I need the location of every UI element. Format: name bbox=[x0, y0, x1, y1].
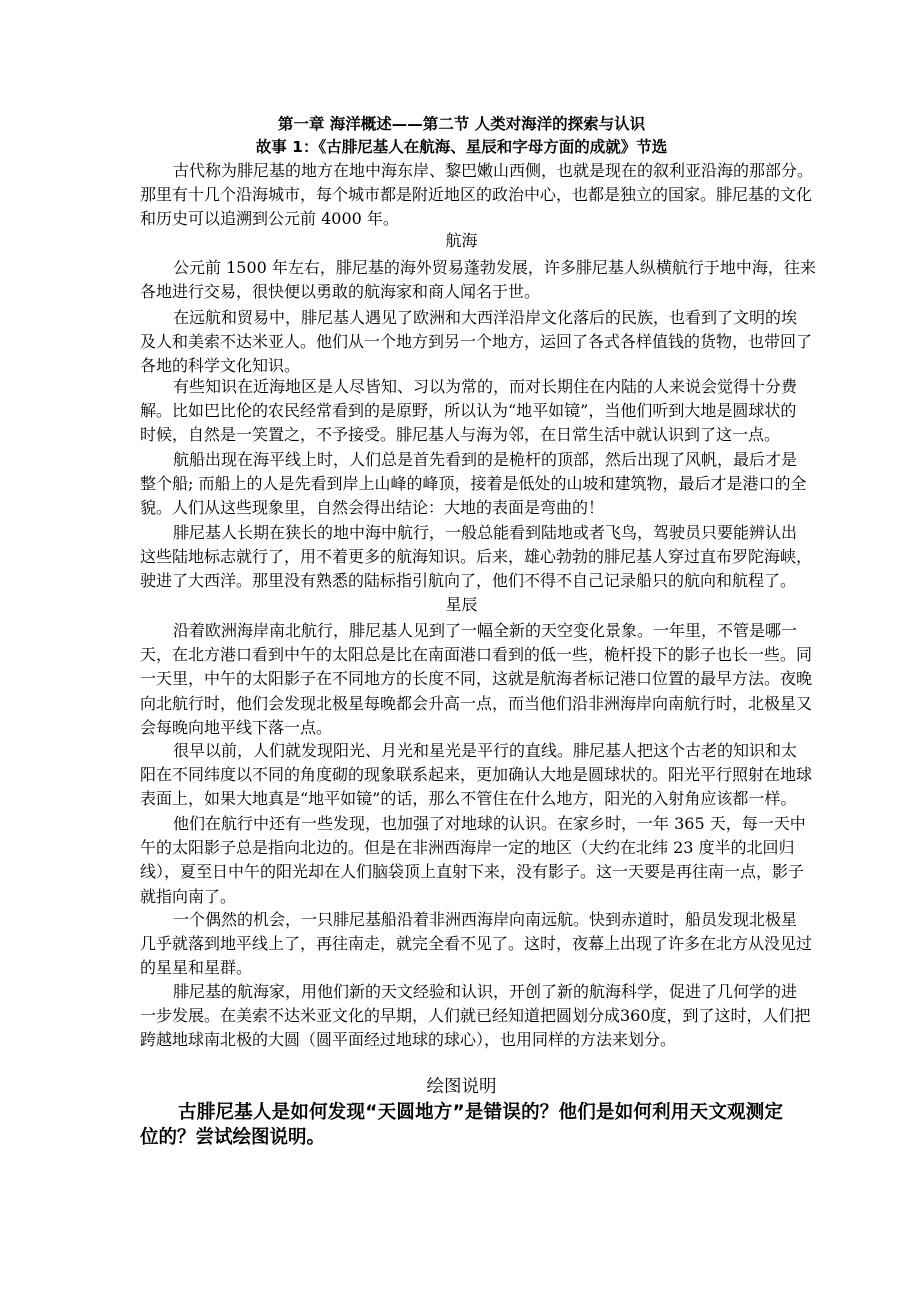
paragraph bbox=[140, 739, 813, 812]
paragraph bbox=[140, 306, 813, 379]
text-line: 驶进了大西洋。那里没有熟悉的陆标指引航向了，他们不得不自己记录船只的航向和航程了。 bbox=[140, 571, 797, 591]
text-line: 的星星和星群。 bbox=[140, 958, 253, 978]
section-heading-navigation: 航海 bbox=[445, 231, 478, 250]
paragraph bbox=[140, 619, 813, 740]
text-line: 一天里，中午的太阳影子在不同地方的长度不同，这就是航海者标记港口位置的最早方法。夜晚 bbox=[140, 669, 813, 689]
text-line: 表面上，如果大地真是“地平如镜”的话，那么不管住在什么地方，阳光的入射角应该都一样。 bbox=[140, 789, 797, 809]
question-line: 古腓尼基人是如何发现“天圆地方”是错误的？他们是如何利用天文观测定 bbox=[178, 1102, 783, 1123]
text-line: 会每晚向地平线下落一点。 bbox=[140, 717, 333, 737]
text-line: 貌。人们从这些现象里，自然会得出结论：大地的表面是弯曲的！ bbox=[140, 498, 605, 518]
paragraph bbox=[140, 256, 816, 304]
text-line: 整个船; 而船上的人是先看到岸上山峰的峰顶，接着是低处的山坡和建筑物，最后才是港口的全 bbox=[140, 474, 807, 494]
paragraph bbox=[140, 448, 807, 521]
text-line: 跨越地球南北极的大圆（圆平面经过地球的球心），也用同样的方法来划分。 bbox=[140, 1030, 677, 1050]
text-line: 天，在北方港口看到中午的太阳总是比在南面港口看到的低一些，桅杆投下的影子也长一些。同 bbox=[140, 645, 813, 665]
text-line: 及人和美索不达米亚人。他们从一个地方到另一个地方，运回了各式各样值钱的货物，也带回了 bbox=[140, 332, 813, 352]
question-line: 位的？尝试绘图说明。 bbox=[140, 1127, 326, 1148]
text-line: 公元前 1500 年左右，腓尼基的海外贸易蓬勃发展，许多腓尼基人纵横航行于地中海，往来 bbox=[173, 258, 816, 277]
section-heading-stars: 星辰 bbox=[445, 595, 478, 614]
text-line: 有些知识在近海地区是人尽皆知、习以为常的，而对长期住在内陆的人来说会觉得十分费 bbox=[173, 377, 798, 396]
text-line: 那里有十几个沿海城市，每个城市都是附近地区的政治中心，也都是独立的国家。腓尼基的文化 bbox=[140, 185, 813, 205]
story-title: 故事 1：《古腓尼基人在航海、星辰和字母方面的成就》节选 bbox=[255, 138, 668, 156]
text-line: 一步发展。在美索不达米亚文化的早期，人们就已经知道把圆划分成360度，到了这时，人们把 bbox=[140, 1006, 811, 1026]
text-line: 腓尼基的航海家，用他们新的天文经验和认识，开创了新的航海科学，促进了几何学的进 bbox=[173, 982, 798, 1001]
text-line: 航船出现在海平线上时，人们总是首先看到的是桅杆的顶部，然后出现了风帆，最后才是 bbox=[173, 450, 798, 469]
text-line: 很早以前，人们就发现阳光、月光和星光是平行的直线。腓尼基人把这个古老的知识和太 bbox=[173, 741, 798, 760]
text-line: 古代称为腓尼基的地方在地中海东岸、黎巴嫩山西侧，也就是现在的叙利亚沿海的那部分。 bbox=[173, 161, 814, 180]
paragraph bbox=[140, 521, 813, 594]
text-line: 各地进行交易，很快便以勇敢的航海家和商人闻名于世。 bbox=[140, 282, 541, 302]
paragraph bbox=[140, 908, 813, 981]
text-line: 一个偶然的机会，一只腓尼基船沿着非洲西海岸向南远航。快到赤道时，船员发现北极星 bbox=[173, 910, 798, 929]
text-line: 腓尼基人长期在狭长的地中海中航行，一般总能看到陆地或者飞鸟，驾驶员只要能辨认出 bbox=[173, 523, 798, 542]
text-line: 这些陆地标志就行了，用不着更多的航海知识。后来，雄心勃勃的腓尼基人穿过直布罗陀海峡， bbox=[140, 547, 813, 567]
text-line: 各地的科学文化知识。 bbox=[140, 356, 301, 376]
text-line: 在远航和贸易中，腓尼基人遇见了欧洲和大西洋沿岸文化落后的民族，也看到了文明的埃 bbox=[173, 308, 798, 327]
paragraph bbox=[140, 375, 798, 448]
text-line: 解。比如巴比伦的农民经常看到的是原野，所以认为“地平如镜”，当他们听到大地是圆球状的 bbox=[140, 401, 797, 421]
chapter-title: 第一章 海洋概述——第二节 人类对海洋的探索与认识 bbox=[277, 115, 646, 133]
text-line: 线），夏至日中午的阳光却在人们脑袋顶上直射下来，没有影子。这一天要是再往南一点，影子 bbox=[140, 862, 805, 882]
paragraph bbox=[140, 812, 806, 909]
text-line: 时候，自然是一笑置之，不予接受。腓尼基人与海为邻，在日常生活中就认识到了这一点。 bbox=[140, 425, 781, 445]
drawing-task-heading: 绘图说明 bbox=[426, 1077, 497, 1097]
text-line: 午的太阳影子总是指向北边的。但是在非洲西海岸一定的地区（大约在北纬 23 度半的北回归 bbox=[140, 838, 795, 858]
text-line: 他们在航行中还有一些发现，也加强了对地球的认识。在家乡时，一年 365 天，每一天中 bbox=[173, 814, 806, 833]
text-line: 阳在不同纬度以不同的角度砌的现象联系起来，更加确认大地是圆球状的。阳光平行照射在地球 bbox=[140, 765, 813, 785]
drawing-task-question bbox=[140, 1100, 783, 1150]
text-line: 沿着欧洲海岸南北航行，腓尼基人见到了一幅全新的天空变化景象。一年里，不管是哪一 bbox=[173, 621, 798, 640]
text-line: 向北航行时，他们会发现北极星每晚都会升高一点，而当他们沿非洲海岸向南航行时，北极星又 bbox=[140, 693, 813, 713]
text-line: 几乎就落到地平线上了，再往南走，就完全看不见了。这时，夜幕上出现了许多在北方从没见过 bbox=[140, 934, 813, 954]
text-line: 就指向南了。 bbox=[140, 886, 237, 906]
intro-paragraph bbox=[140, 159, 814, 232]
text-line: 和历史可以追溯到公元前 4000 年。 bbox=[140, 209, 399, 229]
paragraph bbox=[140, 980, 811, 1053]
